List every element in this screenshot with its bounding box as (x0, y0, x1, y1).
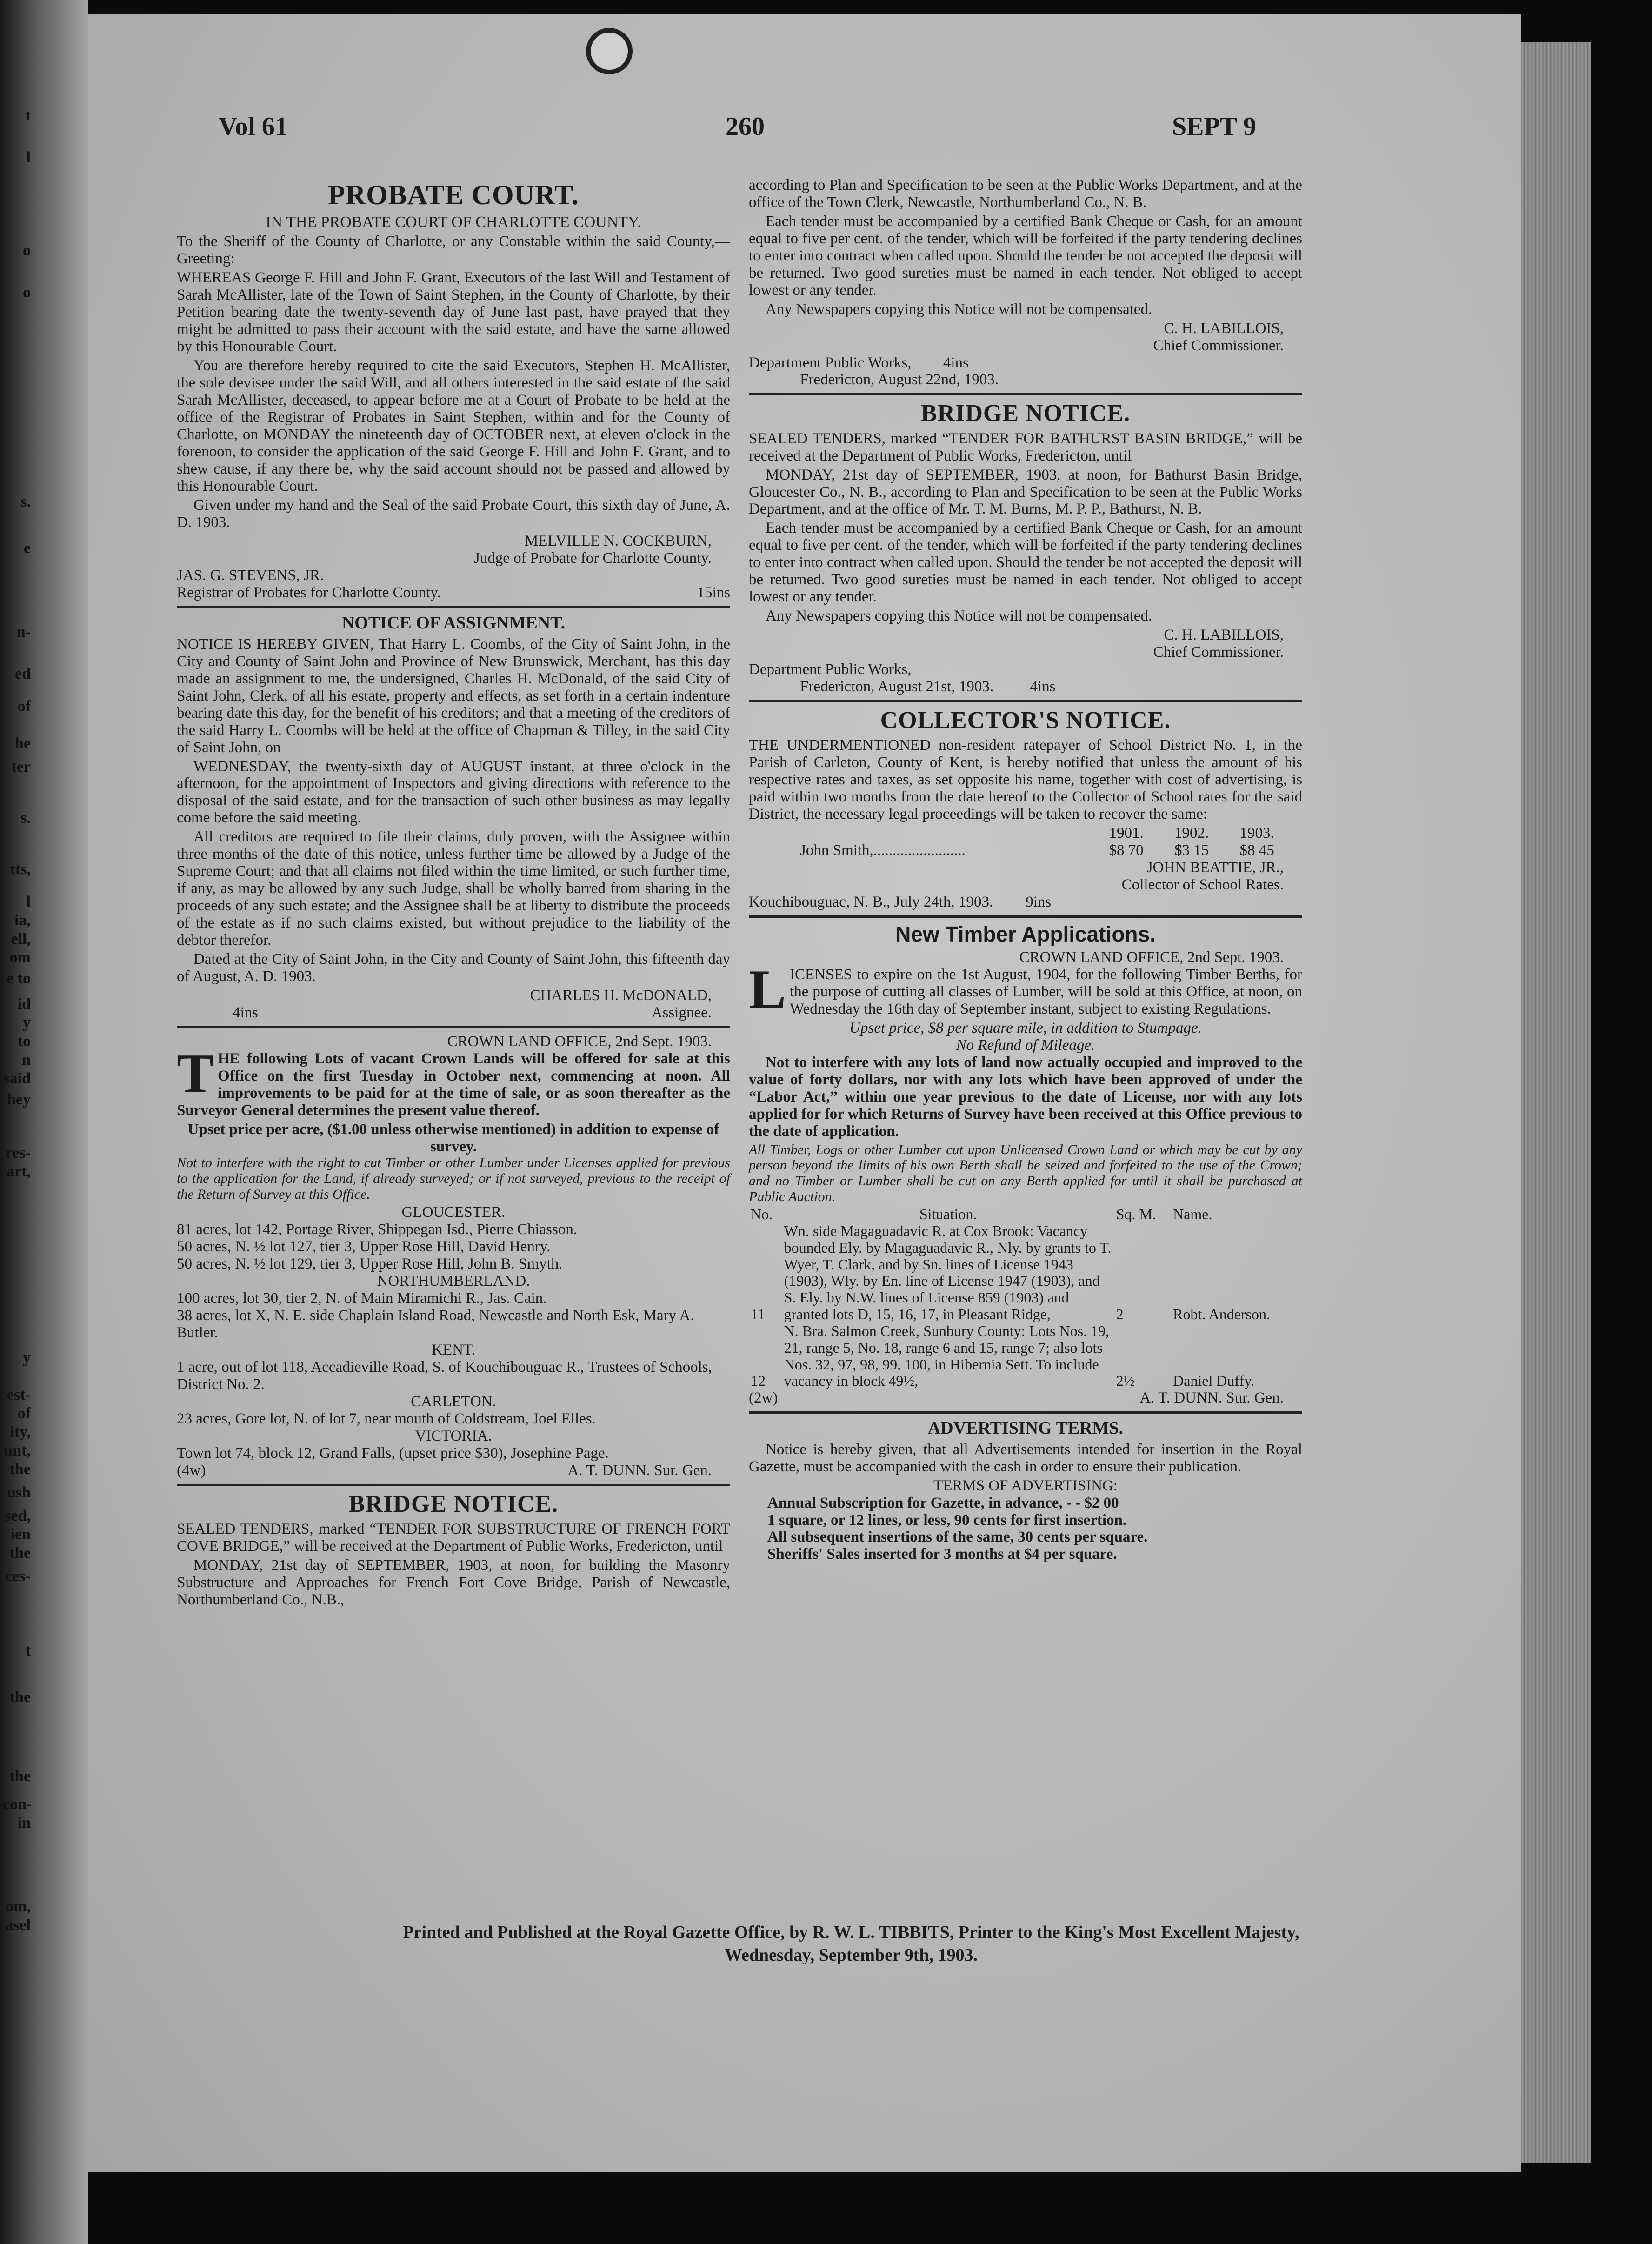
probate-judge-name: MELVILLE N. COCKBURN, (524, 533, 712, 550)
collector-insertions: 9ins (1026, 893, 1052, 910)
edge-fragment: ed (15, 665, 31, 682)
year-header: 1901. (1109, 824, 1144, 842)
edge-fragment: tts, (10, 861, 31, 878)
advertising-term: Sheriffs' Sales inserted for 3 months at $4 per square. (767, 1546, 1117, 1563)
timber-col-header: Situation. (919, 1206, 977, 1223)
assignment-notice (177, 613, 730, 1022)
advertising-terms-title: TERMS OF ADVERTISING: (933, 1477, 1118, 1494)
assignment-para-1: NOTICE IS HEREBY GIVEN, That Harry L. Coombs, of the City of Saint John, in the City and County of Saint John and Province of New Brunswick, Merchant, has this day made an assignment to me, the undersigned, Charles H. McDonald, of the said City of Saint John, Clerk, of all his estate, property and effects, as set forth in a certain indenture bearing date this day, for the benefit of his creditors; and that a meeting of the creditors of the said Harry L. Coombs will be held at the office of Chapman & Tilley, in the said City of Saint John, on (177, 635, 730, 756)
crown-lots-dropcap: T (177, 1042, 214, 1104)
lot-entry: 81 acres, lot 142, Portage River, Shippegan Isd., Pierre Chiasson. (177, 1221, 578, 1238)
advertising-para: Notice is hereby given, that all Advertisements intended for insertion in the Royal Gazette, must be accompanied with the cash in order to ensure their publication. (749, 1441, 1302, 1475)
edge-fragment: ien (10, 1526, 31, 1543)
timber-col-header: Sq. M. (1116, 1206, 1156, 1223)
collector-para: THE UNDERMENTIONED non-resident ratepayer of School District No. 1, in the Parish of Carleton, County of Kent, is hereby notified that unless the amount of his respective rates and taxes, as set opposite his name, together with cost of advertising, is paid within two months from the date hereof to the Collector of School rates for the said District, the necessary legal proceedings will be taken to recover the same:— (749, 737, 1302, 823)
timber-title: New Timber Applications. (895, 922, 1156, 946)
timber-intro: ICENSES to expire on the 1st August, 1904, for the following Timber Berths, for the purpose of cutting all classes of Lumber, will be sold at this Office, at noon, on Wednesday the 16th day of September instant, subject to existing Regulations. (790, 966, 1302, 1018)
county-heading: GLOUCESTER. (401, 1204, 506, 1221)
bridge-left-title: BRIDGE NOTICE. (348, 1490, 559, 1517)
assignment-signature: CHARLES H. McDONALD, (530, 987, 712, 1004)
advertising-term: 1 square, or 12 lines, or less, 90 cents for first insertion. (767, 1511, 1127, 1529)
edge-fragment: ity, (10, 1423, 31, 1441)
timber-applications (749, 922, 1302, 1407)
edge-fragment: ush (7, 1484, 31, 1501)
bridge-right-para-2: MONDAY, 21st day of SEPTEMBER, 1903, at noon, for Bathurst Basin Bridge, Gloucester Co., N. B., according to Plan and Specification to be seen at the Public Works Department, and at the office of Mr. T. M. Burns, M. P. P., Bathurst, N. B. (749, 466, 1302, 518)
timber-header-row (749, 1206, 1302, 1223)
year-header: 1903. (1239, 824, 1274, 842)
collector-notice (749, 707, 1302, 911)
assignment-para-3: All creditors are required to file their claims, duly proven, with the Assignee within three months of the date of this notice, unless further time be allowed by a Judge of the Supreme Court; and that all claims not filed within the time limited, or such further time, if any, as may be allowed by any such Judge, shall be wholly barred from sharing in the proceeds of any such estate; and the Assignee shall be at liberty to distribute the proceeds of the estate as if no such claims existed, but without prejudice to the liability of the debtor therefor. (177, 828, 730, 949)
imprint-date: Wednesday, September 9th, 1903. (724, 1945, 978, 1965)
edge-fragment: he (15, 735, 31, 752)
bridge-left-para-1: SEALED TENDERS, marked “TENDER FOR SUBSTRUCTURE OF FRENCH FORT COVE BRIDGE,” will be received at the Department of Public Works, Fredericton, until (177, 1520, 730, 1555)
edge-fragment: l (26, 893, 31, 910)
lot-entry: 50 acres, N. ½ lot 129, tier 3, Upper Rose Hill, John B. Smyth. (177, 1256, 563, 1273)
edge-fragment: o (23, 242, 31, 259)
edge-fragment: ia, (14, 912, 31, 929)
edge-fragment: the (9, 1689, 31, 1706)
left-column (177, 177, 730, 1610)
probate-subtitle: IN THE PROBATE COURT OF CHARLOTTE COUNTY. (266, 214, 641, 231)
page-stack-edge (1521, 42, 1591, 2163)
edge-fragment: t (25, 1642, 31, 1659)
edge-fragment: of (17, 698, 31, 715)
county-heading: NORTHUMBERLAND. (377, 1273, 530, 1290)
assignment-sign-row (177, 1004, 730, 1022)
lot-entry: 100 acres, lot 30, tier 2, N. of Main Miramichi R., Jas. Cain. (177, 1290, 547, 1307)
assignment-insertions: 4ins (233, 1004, 259, 1021)
edge-fragment: sed, (5, 1507, 31, 1524)
bridge-right-title: BRIDGE NOTICE. (920, 400, 1131, 427)
edge-fragment: om, (6, 1898, 31, 1915)
county-heading: KENT. (432, 1341, 475, 1358)
edge-fragment: con- (3, 1796, 32, 1813)
divider (749, 915, 1302, 918)
timber-upset: Upset price, $8 per square mile, in addition to Stumpage. (849, 1020, 1202, 1037)
bridge-cont-dept: Department Public Works, (749, 354, 912, 371)
advertising-terms (749, 1418, 1302, 1563)
advertising-term: Annual Subscription for Gazette, in advance, - - $2 00 (767, 1494, 1119, 1511)
edge-fragment: e to (7, 970, 31, 987)
edge-fragment: in (17, 1814, 31, 1831)
timber-row (749, 1223, 1302, 1323)
collector-title: COLLECTOR'S NOTICE. (880, 707, 1171, 734)
page-number: 260 (726, 112, 765, 141)
assignment-para-4: Dated at the City of Saint John, in the City and County of Saint John, this fifteenth day of August, A. D. 1903. (177, 950, 730, 985)
right-column (749, 177, 1302, 1563)
berth-applicant: Robt. Anderson. (1173, 1306, 1270, 1323)
bridge-right-dept: Department Public Works, (749, 661, 912, 678)
edge-fragment: ces- (5, 1568, 31, 1585)
edge-fragment: ell, (11, 930, 31, 948)
bridge-right-sig-title: Chief Commissioner. (1153, 644, 1284, 661)
collector-rates-table (749, 825, 1302, 859)
edge-fragment: hey (7, 1091, 31, 1108)
timber-berths-table (749, 1206, 1302, 1389)
probate-judge-title: Judge of Probate for Charlotte County. (473, 550, 712, 567)
edge-fragment: asel (5, 1917, 31, 1934)
divider (177, 1026, 730, 1028)
edge-fragment: res- (5, 1144, 31, 1162)
county-heading: VICTORIA. (415, 1427, 492, 1444)
timber-dropcap: L (749, 958, 786, 1021)
crown-lots-intro: HE following Lots of vacant Crown Lands will be offered for sale at this Office on the first Tuesday in October next, commencing at noon. All improvements to be paid for at the time of sale, or as soon thereafter as the Surveyor General determines the present value thereof. (177, 1050, 730, 1119)
collector-sig-name: JOHN BEATTIE, JR., (1146, 859, 1284, 876)
edge-fragment: unt, (4, 1442, 31, 1459)
berth-square-miles: 2 (1116, 1306, 1124, 1323)
probate-whereas: WHEREAS George F. Hill and John F. Grant, Executors of the last Will and Testament of Sarah McAllister, late of the Town of Saint Stephen, in the County of Charlotte, by their Petition bearing date the twenty-seventh day of June last past, have prayed that they might be admitted to pass their account with the said estate, and have the same allowed by this Honourable Court. (177, 269, 730, 355)
edge-fragment: said (3, 1070, 31, 1087)
rates-header-row (749, 825, 1302, 842)
collector-place-row (749, 894, 1302, 911)
lot-entry: 38 acres, lot X, N. E. side Chaplain Island Road, Newcastle and North Esk, Mary A. Butler. (177, 1307, 694, 1341)
bridge-cont-para-3: Any Newspapers copying this Notice will not be compensated. (766, 301, 1152, 318)
crown-lots-signature: A. T. DUNN. Sur. Gen. (567, 1462, 712, 1479)
timber-para-2: Not to interfere with any lots of land now actually occupied and improved to the value of forty dollars, nor with any lots which have been approved of under the “Labor Act,” within one year previous to the date of License, nor with any lots applied for for which Returns of Survey have been received at this Office previous to the date of application. (749, 1054, 1302, 1140)
probate-citation: You are therefore hereby required to cite the said Executors, Stephen H. McAllister, the sole devisee under the said Will, and all others interested in the said estate of the said Sarah McAllister, deceased, to appear before me at a Court of Probate to be held at the office of the Registrar of Probates in Saint Stephen, within and for the County of Charlotte, on MONDAY the nineteenth day of OCTOBER next, at eleven o'clock in the forenoon, to consider the application of the said George F. Hill and John F. Grant, and to shew cause, if any there be, why the said account should not be passed and allowed by this Honourable Court. (177, 357, 730, 494)
lot-entry: Town lot 74, block 12, Grand Falls, (upset price $30), Josephine Page. (177, 1444, 609, 1462)
divider (749, 1411, 1302, 1414)
crown-lots-notice (177, 1033, 730, 1479)
timber-row (749, 1323, 1302, 1389)
imprint-footer (186, 1921, 1516, 1967)
bridge-cont-insertions: 4ins (943, 354, 969, 371)
facing-page-edge (0, 0, 88, 2244)
bridge-right-date: Fredericton, August 21st, 1903. (800, 678, 994, 695)
probate-address: To the Sheriff of the County of Charlotte, or any Constable within the said County,—Greeting: (177, 233, 730, 267)
probate-title: PROBATE COURT. (328, 180, 579, 210)
timber-office: CROWN LAND OFFICE, 2nd Sept. 1903. (1019, 949, 1284, 966)
bridge-right-date-row (749, 678, 1302, 695)
timber-weeks: (2w) (749, 1389, 778, 1407)
rate-amount: $8 70 (1109, 842, 1144, 859)
lot-entry: 23 acres, Gore lot, N. of lot 7, near mouth of Coldstream, Joel Elles. (177, 1410, 596, 1427)
ratepayer-name: John Smith,........................ (800, 842, 966, 859)
assignment-title: NOTICE OF ASSIGNMENT. (341, 613, 566, 633)
probate-registrar-row (177, 584, 730, 601)
bridge-cont-dept-row (749, 354, 1302, 372)
timber-refund: No Refund of Mileage. (956, 1037, 1095, 1054)
crown-lots-upset: Upset price per acre, ($1.00 unless otherwise mentioned) in addition to expense of survey. (187, 1121, 719, 1155)
bridge-left-para-2: MONDAY, 21st day of SEPTEMBER, 1903, at noon, for building the Masonry Substructure and Approaches for French Fort Cove Bridge, Parish of Newcastle, Northumberland Co., N.B., (177, 1556, 730, 1608)
year-header: 1902. (1174, 824, 1209, 842)
edge-fragment: id (17, 995, 31, 1013)
edge-fragment: om (9, 949, 31, 966)
berth-number: 11 (751, 1306, 765, 1323)
bridge-notice-continued (749, 177, 1302, 388)
probate-registrar-title: Registrar of Probates for Charlotte County. (177, 584, 441, 601)
bridge-right-para-3: Each tender must be accompanied by a certified Bank Cheque or Cash, for an amount equal to five per cent. of the tender, which will be forfeited if the party tendering declines to enter into contract when called upon. Should the tender be not accepted the deposit will be returned. Two good sureties must be named in each tender. Not obliged to accept lowest or any tender. (749, 520, 1302, 606)
bridge-notice-bathurst (749, 400, 1302, 695)
advertising-title: ADVERTISING TERMS. (927, 1418, 1124, 1438)
bridge-right-sig-name: C. H. LABILLOIS, (1164, 627, 1284, 644)
divider (749, 700, 1302, 702)
timber-col-header: Name. (1173, 1206, 1212, 1223)
bridge-cont-sig-title: Chief Commissioner. (1153, 337, 1284, 354)
probate-notice (177, 180, 730, 601)
edge-fragment: y (23, 1349, 31, 1366)
edge-fragment: y (23, 1014, 31, 1031)
berth-applicant: Daniel Duffy. (1173, 1372, 1255, 1389)
bridge-notice-french-fort (177, 1491, 730, 1609)
timber-sign-row (749, 1389, 1302, 1407)
edge-fragment: t (25, 107, 31, 124)
advertising-term: All subsequent insertions of the same, 30 cents per square. (767, 1529, 1148, 1546)
timber-note: All Timber, Logs or other Lumber cut upon Unlicensed Crown Land or which may be cut by any person beyond the limits of his own Berth shall be seized and forfeited to the use of the Crown; and no Timber or Lumber shall be cut on any Berth applied for until it shall be purchased at Public Auction. (749, 1142, 1302, 1204)
edge-fragment: s. (20, 493, 31, 510)
lot-entry: 50 acres, N. ½ lot 127, tier 3, Upper Rose Hill, David Henry. (177, 1238, 551, 1256)
berth-situation: N. Bra. Salmon Creek, Sunbury County: Lots Nos. 19, 21, range 5, No. 18, range 6 and 15, range 7; also lots Nos. 32, 97, 98, 99, 100, in Hibernia Sett. To include vacancy in block 49½, (784, 1322, 1110, 1389)
assignment-para-2: WEDNESDAY, the twenty-sixth day of AUGUST instant, at three o'clock in the afternoon, for the appointment of Inspectors and giving directions with reference to the disposal of the said estate, and for the transaction of such other business as may legally come before the said meeting. (177, 758, 730, 827)
imprint-line: Printed and Published at the Royal Gazette Office, by R. W. L. TIBBITS, Printer to the King's Most Excellent Majesty, (403, 1923, 1299, 1942)
rates-row (749, 842, 1302, 859)
edge-fragment: the (9, 1768, 31, 1785)
probate-given: Given under my hand and the Seal of the said Probate Court, this sixth day of June, A. D. 1903. (177, 496, 730, 531)
volume-label: Vol 61 (219, 112, 288, 141)
rate-amount: $8 45 (1239, 842, 1274, 859)
berth-number: 12 (751, 1372, 766, 1389)
divider (749, 393, 1302, 395)
bridge-right-para-4: Any Newspapers copying this Notice will not be compensated. (766, 608, 1152, 625)
berth-situation: Wn. side Magaguadavic R. at Cox Brook: Vacancy bounded Ely. by Magaguadavic R., Nly. by grants to T. Wyer, T. Clark, and by Sn. lines of License 1943 (1903), Wly. by En. line of License 1947 (1903), and S. Ely. by N.W. lines of License 859 (1903) and granted lots D, 15, 16, 17, in Pleasant Ridge, (784, 1222, 1112, 1323)
edge-fragment: s. (20, 809, 31, 827)
county-heading: CARLETON. (411, 1393, 496, 1410)
edge-fragment: the (9, 1544, 31, 1562)
edge-fragment: n (22, 1051, 31, 1069)
edge-fragment: o (23, 284, 31, 301)
edge-fragment: art, (7, 1163, 31, 1180)
edge-fragment: est- (7, 1386, 31, 1403)
bridge-cont-date: Fredericton, August 22nd, 1903. (800, 371, 999, 388)
timber-signature: A. T. DUNN. Sur. Gen. (1139, 1389, 1284, 1407)
probate-registrar-name: JAS. G. STEVENS, JR. (177, 567, 324, 584)
crown-lots-weeks: (4w) (177, 1462, 206, 1479)
edge-fragment: e (23, 540, 31, 557)
edge-fragment: the (9, 1461, 31, 1478)
edge-fragment: l (26, 149, 31, 166)
probate-insertions: 15ins (697, 584, 730, 601)
rate-amount: $3 15 (1174, 842, 1209, 859)
bridge-cont-para-2: Each tender must be accompanied by a certified Bank Cheque or Cash, for an amount equal to five per cent. of the tender, which will be forfeited if the party tendering declines to enter into contract when called upon. Should the tender be not accepted the deposit will be returned. Two good sureties must be named in each tender. Not obliged to accept lowest or any tender. (749, 213, 1302, 299)
bridge-right-insertions: 4ins (1030, 678, 1056, 695)
binding-hole (586, 28, 633, 74)
edge-fragment: to (17, 1033, 31, 1050)
lot-entry: 1 acre, out of lot 118, Accadieville Road, S. of Kouchibouguac R., Trustees of Schools, District No. 2. (177, 1358, 712, 1393)
collector-sig-title: Collector of School Rates. (1121, 876, 1284, 893)
crown-lots-sign-row (177, 1462, 730, 1479)
issue-date: SEPT 9 (1172, 112, 1257, 141)
edge-fragment: of (17, 1405, 31, 1422)
edge-fragment: ter (11, 758, 31, 775)
crown-lots-note: Not to interfere with the right to cut Timber or other Lumber under Licenses applied for previous to the application for the Land, if already surveyed; or if not surveyed, previous to the receipt of the Return of Survey at this Office. (177, 1155, 730, 1202)
collector-place: Kouchibouguac, N. B., July 24th, 1903. (749, 893, 993, 910)
berth-square-miles: 2½ (1116, 1372, 1135, 1389)
divider (177, 1484, 730, 1486)
assignment-signer-title: Assignee. (651, 1004, 712, 1021)
timber-col-header: No. (751, 1206, 773, 1223)
edge-fragment: n- (16, 623, 31, 641)
bridge-right-para-1: SEALED TENDERS, marked “TENDER FOR BATHURST BASIN BRIDGE,” will be received at the Department of Public Works, Fredericton, until (749, 430, 1302, 464)
divider (177, 606, 730, 608)
crown-lots-office: CROWN LAND OFFICE, 2nd Sept. 1903. (447, 1033, 712, 1050)
bridge-cont-para-1: according to Plan and Specification to be seen at the Public Works Department, and at the office of the Town Clerk, Newcastle, Northumberland Co., N. B. (749, 177, 1302, 211)
bridge-cont-sig-name: C. H. LABILLOIS, (1164, 320, 1284, 337)
